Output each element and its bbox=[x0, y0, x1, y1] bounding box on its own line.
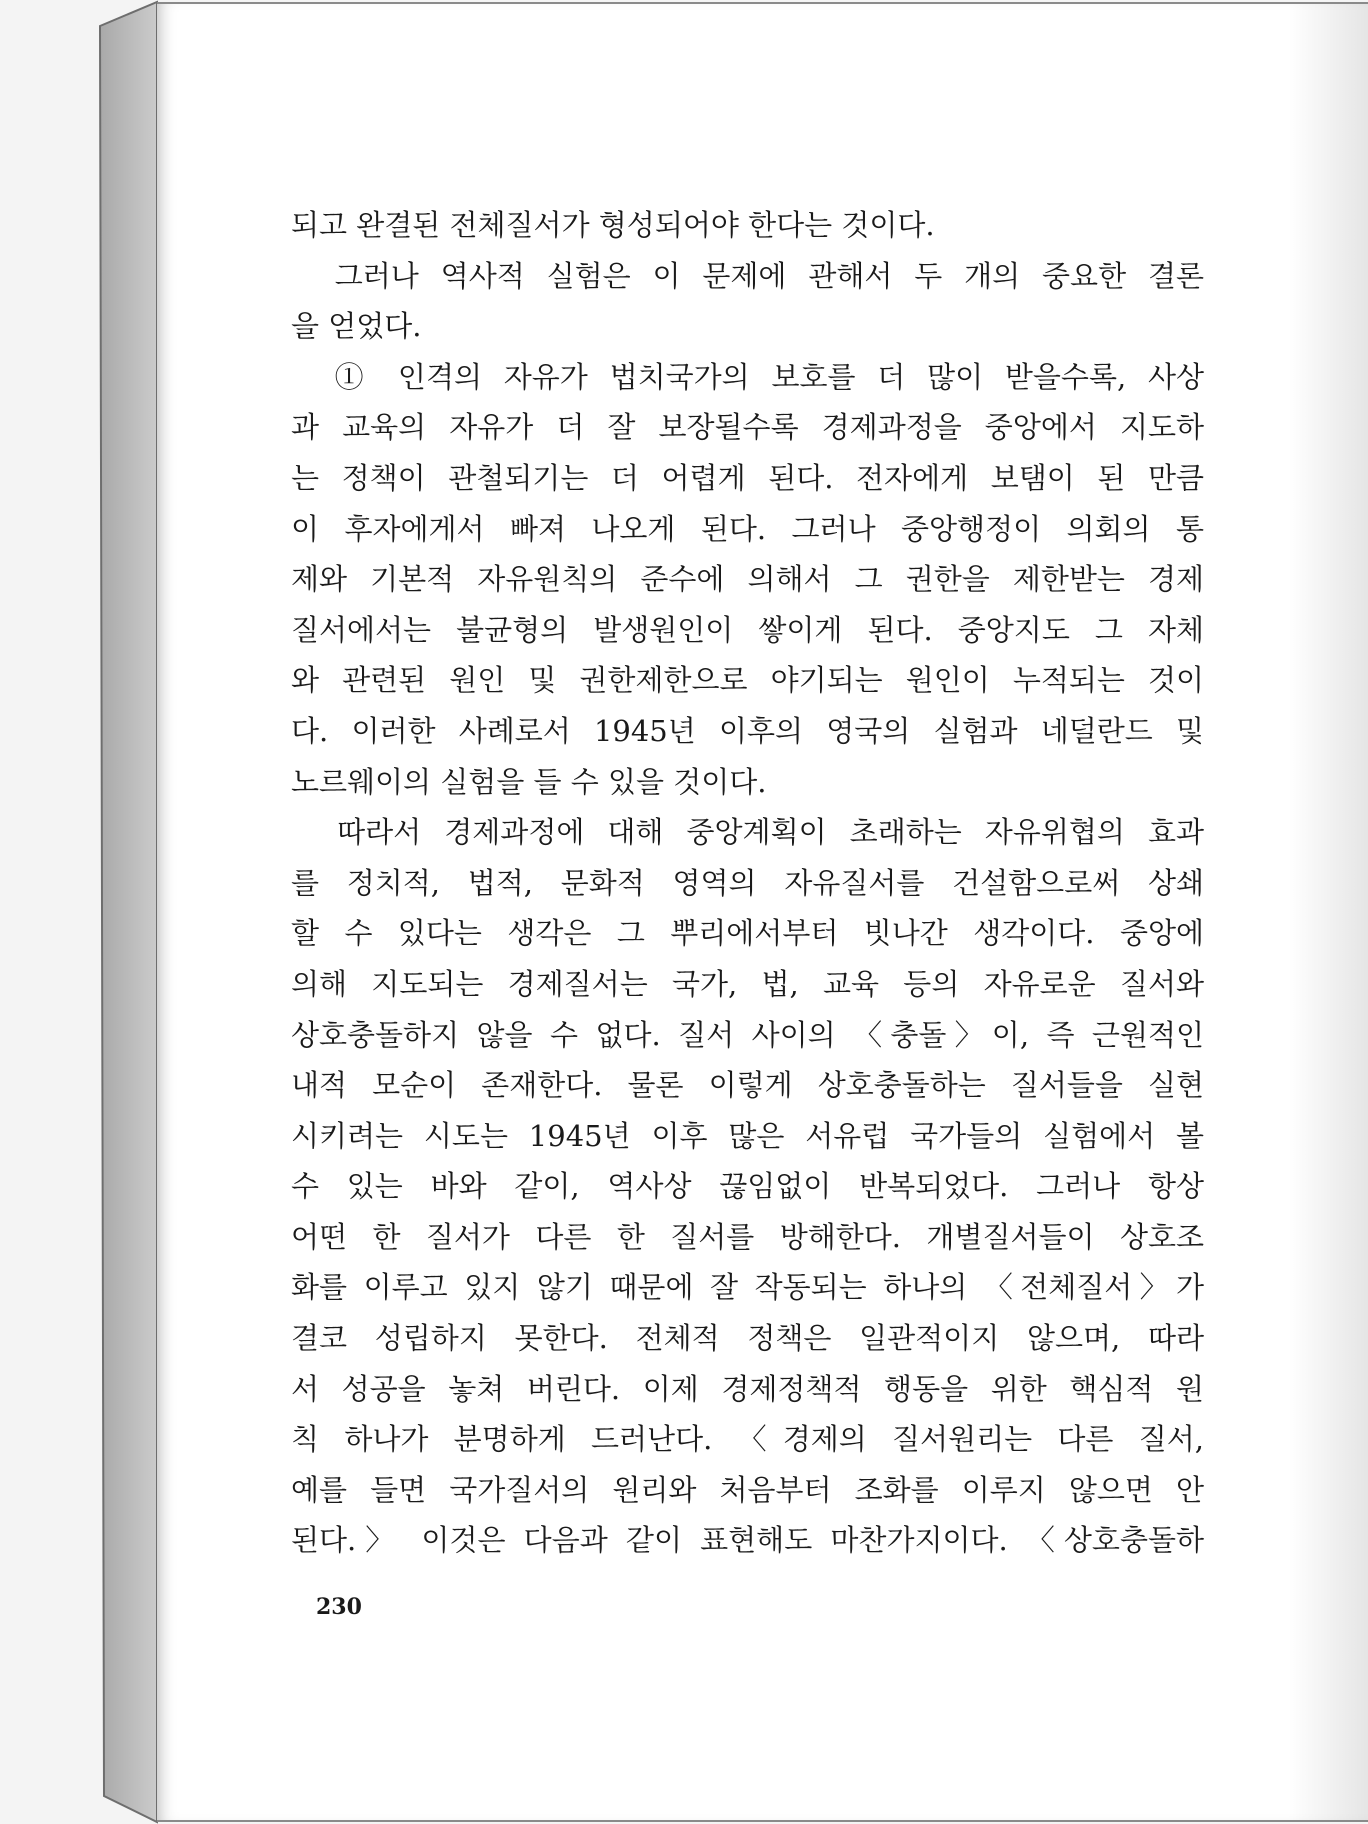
text-line: 칙 하나가 분명하게 드러난다. 〈경제의 질서원리는 다른 질서, bbox=[291, 1422, 1204, 1457]
text-line: 서 성공을 놓쳐 버린다. 이제 경제정책적 행동을 위한 핵심적 원 bbox=[291, 1371, 1204, 1406]
text-line: 상호충돌하지 않을 수 없다. 질서 사이의 〈충돌〉이, 즉 근원적인 bbox=[291, 1017, 1204, 1052]
text-line: 어떤 한 질서가 다른 한 질서를 방해한다. 개별질서들이 상호조 bbox=[291, 1219, 1204, 1254]
page-number: 230 bbox=[316, 1594, 362, 1620]
text-line: 을 얻었다. bbox=[291, 309, 422, 344]
text-line: 된다.〉 이것은 다음과 같이 표현해도 마찬가지이다. 〈상호충돌하 bbox=[291, 1523, 1204, 1558]
text-line: 질서에서는 불균형의 발생원인이 쌓이게 된다. 중앙지도 그 자체 bbox=[291, 612, 1204, 647]
text-line: 예를 들면 국가질서의 원리와 처음부터 조화를 이루지 않으면 안 bbox=[291, 1472, 1204, 1507]
text-line: 다. 이러한 사례로서 1945년 이후의 영국의 실험과 네덜란드 및 bbox=[291, 713, 1204, 748]
text-line: 와 관련된 원인 및 권한제한으로 야기되는 원인이 누적되는 것이 bbox=[291, 663, 1204, 698]
text-line: 이 후자에게서 빠져 나오게 된다. 그러나 중앙행정이 의회의 통 bbox=[291, 511, 1204, 546]
text-line: 되고 완결된 전체질서가 형성되어야 한다는 것이다. bbox=[291, 208, 935, 242]
text-line: 수 있는 바와 같이, 역사상 끊임없이 반복되었다. 그러나 항상 bbox=[291, 1169, 1204, 1204]
text-line: 따라서 경제과정에 대해 중앙계획이 초래하는 자유위협의 효과 bbox=[291, 815, 1204, 850]
text-line: 를 정치적, 법적, 문화적 영역의 자유질서를 건설함으로써 상쇄 bbox=[291, 865, 1204, 900]
text-line: 결코 성립하지 못한다. 전체적 정책은 일관적이지 않으며, 따라 bbox=[291, 1321, 1204, 1356]
text-line: 노르웨이의 실험을 들 수 있을 것이다. bbox=[291, 764, 767, 799]
text-line: 과 교육의 자유가 더 잘 보장될수록 경제과정을 중앙에서 지도하 bbox=[291, 410, 1204, 445]
text-line: ① 인격의 자유가 법치국가의 보호를 더 많이 받을수록, 사상 bbox=[291, 359, 1204, 394]
body-text bbox=[291, 200, 1204, 1566]
text-line: 그러나 역사적 실험은 이 문제에 관해서 두 개의 중요한 결론 bbox=[291, 258, 1204, 293]
text-line: 시키려는 시도는 1945년 이후 많은 서유럽 국가들의 실험에서 볼 bbox=[291, 1118, 1204, 1153]
book-page bbox=[157, 2, 1368, 1822]
text-line: 내적 모순이 존재한다. 물론 이렇게 상호충돌하는 질서들을 실현 bbox=[291, 1068, 1204, 1103]
text-line: 는 정책이 관철되기는 더 어렵게 된다. 전자에게 보탬이 된 만큼 bbox=[291, 460, 1204, 495]
text-line: 할 수 있다는 생각은 그 뿌리에서부터 빗나간 생각이다. 중앙에 bbox=[291, 916, 1204, 951]
text-line: 화를 이루고 있지 않기 때문에 잘 작동되는 하나의 〈전체질서〉가 bbox=[291, 1270, 1204, 1305]
text-line: 제와 기본적 자유원칙의 준수에 의해서 그 권한을 제한받는 경제 bbox=[291, 562, 1204, 597]
text-line: 의해 지도되는 경제질서는 국가, 법, 교육 등의 자유로운 질서와 bbox=[291, 966, 1204, 1001]
